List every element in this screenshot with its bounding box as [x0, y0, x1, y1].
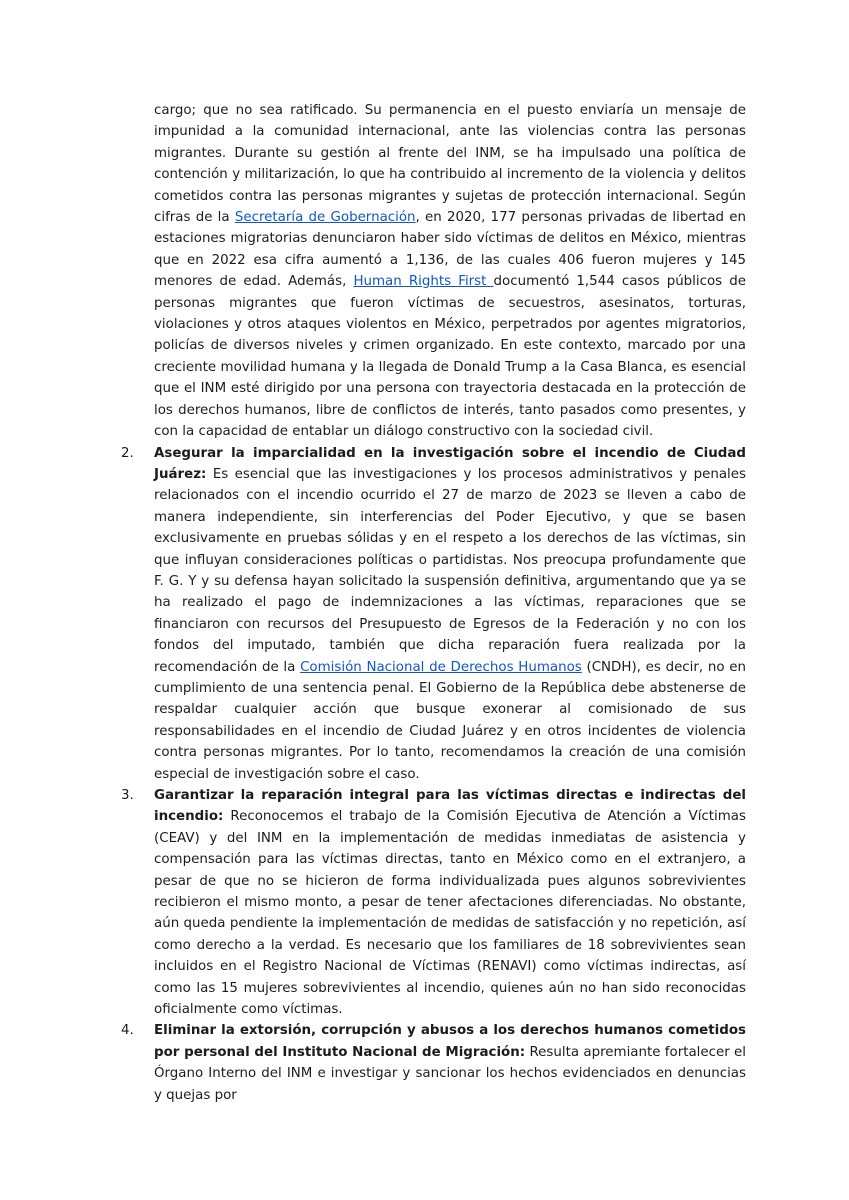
list-number: 2. — [121, 445, 134, 461]
paragraph-item-1-continuation — [154, 100, 746, 443]
list-number: 3. — [121, 788, 134, 803]
recommendations-list — [121, 443, 746, 1107]
text-run: Resulta apremiante fortalecer el Órgano Interno del INM e investigar y sancionar los hechos evidenciados en denuncias y quejas por — [154, 1044, 746, 1103]
text-run: cargo; que no sea ratificado. Su permanencia en el puesto enviaría un mensaje de impunidad a la comunidad internacional, ante las violencias contra las personas migrantes. Durante su gestión al frente del INM, se ha impulsado una política de contención y militarización, lo que ha contribuido al incremento de la violencia y delitos cometidos contra las personas migrantes y sujetas de protección internacional. Según cifras de la — [154, 103, 746, 226]
text-run: Es esencial que las investigaciones y los procesos administrativos y penales relacionados con el incendio ocurrido el 27 de marzo de 2023 se lleven a cabo de manera independiente, sin interferencias del Poder Ejecutivo, y que se basen exclusivamente en pruebas sólidas y en el respeto a los derechos de las víctimas, sin que influyan consideraciones políticas o partidistas. Nos preocupa profundamente que F. G. Y y su defensa hayan solicitado la suspensión definitiva, argumentando que ya se ha realizado el pago de indemnizaciones a las víctimas, reparaciones que se financiaron con recursos del Presupuesto de Egresos de la Federación y no con los fondos del imputado, también que dicha reparación fuera realizada por la recomendación de la — [154, 466, 746, 675]
link-cndh[interactable]: Comisión Nacional de Derechos Humanos — [300, 659, 582, 675]
list-item-text — [154, 443, 746, 786]
list-number: 4. — [121, 1023, 134, 1039]
text-run: , en 2020, 177 personas privadas de libertad en estaciones migratorias denunciaron haber sido víctimas de delitos en México, mientras que en 2022 esa cifra aumentó a 1,136, de las cuales 406 fueron mujeres y 145 menores de edad. Además, — [154, 210, 747, 290]
list-item-heading: Eliminar la extorsión, corrupción y abusos a los derechos humanos cometidos por personal del Instituto Nacional de Migración: — [154, 1023, 746, 1060]
list-item-2 — [121, 443, 746, 786]
link-human-rights-first[interactable]: Human Rights First — [353, 274, 494, 290]
list-item-text — [154, 785, 746, 1020]
document-body — [121, 100, 747, 1106]
list-item-heading: Asegurar la imparcialidad en la investigación sobre el incendio de Ciudad Juárez: — [154, 445, 746, 482]
list-item-heading: Garantizar la reparación integral para las víctimas directas e indirectas del incendio: — [154, 788, 746, 825]
list-item-text — [154, 1020, 746, 1106]
list-item-4 — [121, 1020, 746, 1106]
link-secretaria-de-gobernacion[interactable]: Secretaría de Gobernación — [234, 210, 416, 226]
text-run: documentó 1,544 casos públicos de personas migrantes que fueron víctimas de secuestros, asesinatos, torturas, violaciones y otros ataques violentos en México, perpetrados por agentes migratorios, policías de diversos niveles y crimen organizado. En este contexto, marcado por una creciente movilidad humana y la llegada de Donald Trump a la Casa Blanca, es esencial que el INM esté dirigido por una persona con trayectoria destacada en la protección de los derechos humanos, libre de conflictos de interés, tanto pasados como presentes, y con la capacidad de entablar un diálogo constructivo con la sociedad civil. — [154, 274, 747, 440]
list-item-3 — [121, 785, 746, 1020]
text-run: Reconocemos el trabajo de la Comisión Ejecutiva de Atención a Víctimas (CEAV) y del INM en la implementación de medidas inmediatas de asistencia y compensación para las víctimas directas, tanto en México como en el extranjero, a pesar de que no se hicieron de forma individualizada pues algunos sobrevivientes recibieron el mismo monto, a pesar de tener afectaciones diferenciadas. No obstante, aún queda pendiente la implementación de medidas de satisfacción y no repetición, así como derecho a la verdad. Es necesario que los familiares de 18 sobrevivientes sean incluidos en el Registro Nacional de Víctimas (RENAVI) como víctimas indirectas, así como las 15 mujeres sobrevivientes al incendio, quienes aún no han sido reconocidas oficialmente como víctimas. — [154, 809, 746, 1018]
text-run: (CNDH), es decir, no en cumplimiento de una sentencia penal. El Gobierno de la República debe abstenerse de respaldar cualquier acción que busque exonerar al comisionado de sus responsabilidades en el incendio de Ciudad Juárez y en otros incidentes de violencia contra personas migrantes. Por lo tanto, recomendamos la creación de una comisión especial de investigación sobre el caso. — [154, 659, 746, 782]
